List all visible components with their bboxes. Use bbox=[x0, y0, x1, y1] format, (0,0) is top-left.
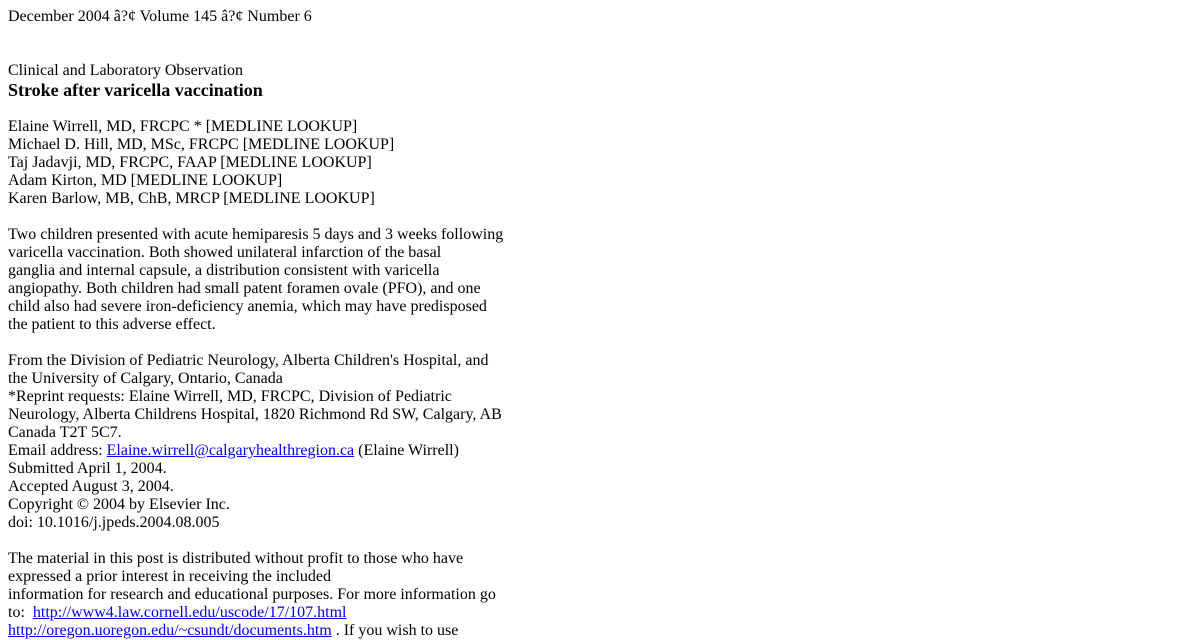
author-line: Michael D. Hill, MD, MSc, FRCPC [MEDLINE LOOKUP] bbox=[8, 136, 395, 153]
disclaimer-block bbox=[8, 550, 1200, 640]
abstract-line: the patient to this adverse effect. bbox=[8, 316, 216, 333]
copyright-line: Copyright © 2004 by Elsevier Inc. bbox=[8, 496, 230, 513]
disclaimer-suffix: . If you wish to use bbox=[331, 622, 459, 639]
abstract-line: ganglia and internal capsule, a distribution consistent with varicella bbox=[8, 262, 440, 279]
email-prefix: Email address: bbox=[8, 442, 107, 459]
article-title: Stroke after varicella vaccination bbox=[8, 80, 263, 100]
spacer bbox=[8, 100, 1200, 118]
author-line: Karen Barlow, MB, ChB, MRCP [MEDLINE LOOKUP] bbox=[8, 190, 375, 207]
disclaimer-line: expressed a prior interest in receiving the included bbox=[8, 568, 331, 585]
reprint-line: Neurology, Alberta Childrens Hospital, 1820 Richmond Rd SW, Calgary, AB bbox=[8, 406, 502, 423]
submitted-date: Submitted April 1, 2004. bbox=[8, 460, 167, 477]
spacer bbox=[8, 334, 1200, 352]
disclaimer-line: information for research and educational purposes. For more information go bbox=[8, 586, 496, 603]
email-line bbox=[8, 442, 1200, 460]
uoregon-link[interactable]: http://oregon.uoregon.edu/~csundt/documents.htm bbox=[8, 622, 332, 639]
affiliation-block bbox=[8, 352, 1200, 532]
disclaimer-line: The material in this post is distributed without profit to those who have bbox=[8, 550, 464, 567]
disclaimer-to-prefix: to: bbox=[8, 604, 33, 621]
abstract bbox=[8, 226, 1200, 334]
disclaimer-link-line bbox=[8, 622, 1200, 640]
abstract-line: child also had severe iron-deficiency anemia, which may have predisposed bbox=[8, 298, 487, 315]
section-label: Clinical and Laboratory Observation bbox=[8, 62, 244, 79]
spacer bbox=[8, 532, 1200, 550]
reprint-line: *Reprint requests: Elaine Wirrell, MD, FRCPC, Division of Pediatric bbox=[8, 388, 452, 405]
author-line: Adam Kirton, MD [MEDLINE LOOKUP] bbox=[8, 172, 283, 189]
author-list bbox=[8, 118, 1200, 208]
affiliation-line: the University of Calgary, Ontario, Canada bbox=[8, 370, 283, 387]
email-suffix: (Elaine Wirrell) bbox=[354, 442, 459, 459]
author-line: Taj Jadavji, MD, FRCPC, FAAP [MEDLINE LOOKUP] bbox=[8, 154, 372, 171]
author-line: Elaine Wirrell, MD, FRCPC * [MEDLINE LOOKUP] bbox=[8, 118, 358, 135]
abstract-line: varicella vaccination. Both showed unilateral infarction of the basal bbox=[8, 244, 442, 261]
issue-line: December 2004 â?¢ Volume 145 â?¢ Number 6 bbox=[8, 8, 312, 25]
abstract-line: angiopathy. Both children had small patent foramen ovale (PFO), and one bbox=[8, 280, 481, 297]
spacer bbox=[8, 26, 1200, 62]
affiliation-line: From the Division of Pediatric Neurology, Alberta Children's Hospital, and bbox=[8, 352, 489, 369]
abstract-line: Two children presented with acute hemiparesis 5 days and 3 weeks following bbox=[8, 226, 504, 243]
disclaimer-link-line bbox=[8, 604, 1200, 622]
email-link[interactable]: Elaine.wirrell@calgaryhealthregion.ca bbox=[106, 442, 355, 459]
reprint-line: Canada T2T 5C7. bbox=[8, 424, 122, 441]
accepted-date: Accepted August 3, 2004. bbox=[8, 478, 174, 495]
spacer bbox=[8, 208, 1200, 226]
cornell-law-link[interactable]: http://www4.law.cornell.edu/uscode/17/107.html bbox=[32, 604, 347, 621]
doi-line: doi: 10.1016/j.jpeds.2004.08.005 bbox=[8, 514, 220, 531]
